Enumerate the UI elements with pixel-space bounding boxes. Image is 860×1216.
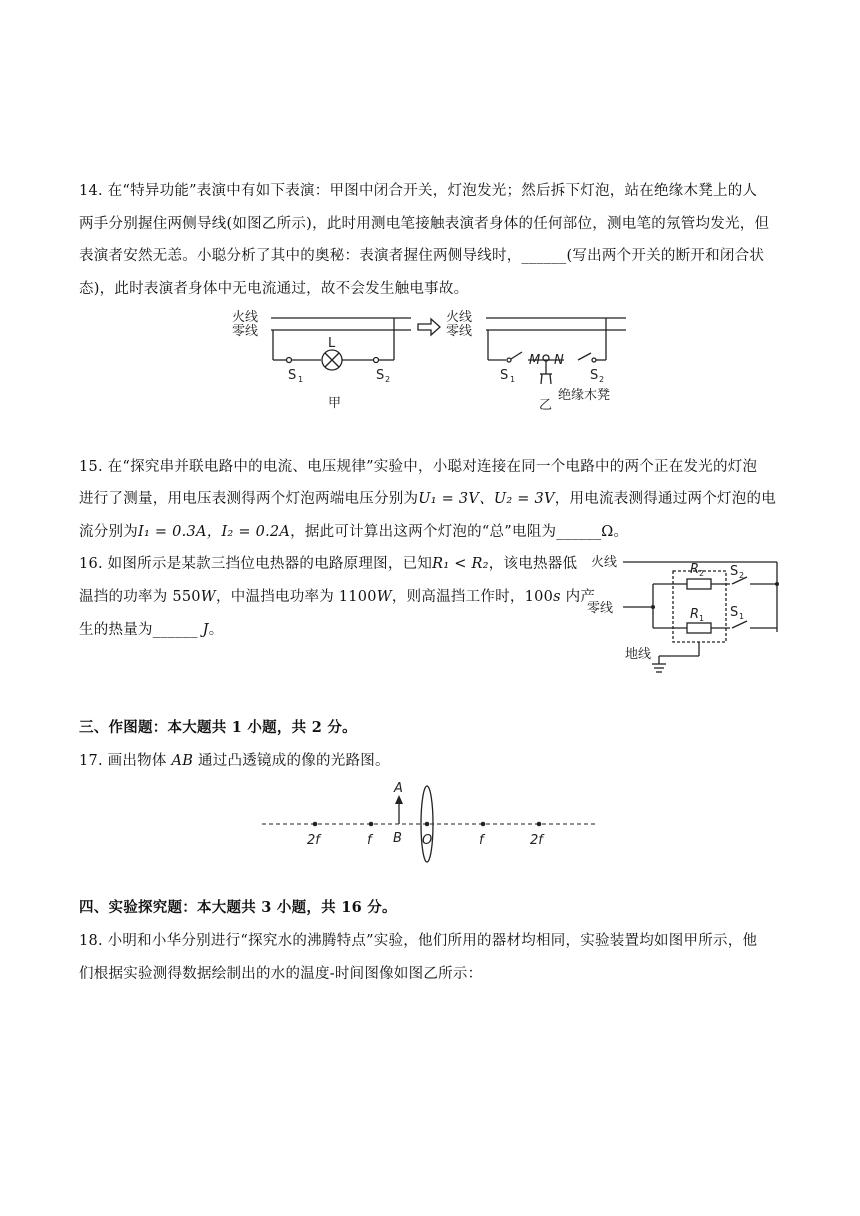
svg-text:2: 2 bbox=[699, 569, 705, 578]
lamp-label: L bbox=[328, 336, 336, 351]
yi-neutral-label: 零线 bbox=[446, 324, 473, 339]
left-2f-label: 2f bbox=[307, 833, 320, 848]
q16-live-label: 火线 bbox=[591, 555, 618, 570]
q14-line-3: 表演者安然无恙。小聪分析了其中的奥秘：表演者握住两侧导线时，______(写出两个开关的断开和闭合状 bbox=[79, 248, 765, 264]
q14-line-4: 态)，此时表演者身体中无电流通过，故不会发生触电事故。 bbox=[79, 281, 469, 297]
yi-live-label: 火线 bbox=[446, 310, 473, 325]
jia-neutral-label: 零线 bbox=[232, 324, 259, 339]
q16-line-2: 温挡的功率为 550W，中温挡电功率为 1100W，则高温挡工作时，100s 内产 bbox=[79, 589, 596, 605]
q17-line: 17. 画出物体 AB 通过凸透镜成的像的光路图。 bbox=[79, 753, 390, 769]
q16-heater-circuit bbox=[585, 548, 790, 678]
r2-label: R bbox=[690, 562, 700, 577]
current-values: I₁ = 0.3A，I₂ = 0.2A bbox=[138, 524, 291, 540]
q14-line-1: 14. 在“特异功能”表演中有如下表演：甲图中闭合开关，灯泡发光；然后拆下灯泡，站在绝缘木凳上的人 bbox=[79, 183, 758, 199]
q18-line-2: 们根据实验测得数据绘制出的水的温度-时间图像如图乙所示： bbox=[79, 966, 483, 982]
q16-line-3: 生的热量为______ J。 bbox=[79, 622, 224, 638]
q17-lens-figure bbox=[260, 780, 600, 865]
svg-text:1: 1 bbox=[510, 375, 516, 384]
right-f-label: f bbox=[479, 833, 484, 848]
q14-line-2: 两手分别握住两侧导线(如图乙所示)，此时用测电笔接触表演者身体的任何部位，测电笔的氖管均发光，但 bbox=[79, 216, 770, 232]
jia-s2-label: S bbox=[376, 368, 385, 383]
q14-circuit-figure bbox=[228, 302, 638, 412]
svg-text:1: 1 bbox=[298, 375, 304, 384]
object-top-label: A bbox=[394, 781, 403, 796]
jia-s1-label: S bbox=[288, 368, 297, 383]
yi-s2-label: S bbox=[590, 368, 599, 383]
section-4-heading: 四、实验探究题：本大题共 3 小题，共 16 分。 bbox=[79, 899, 397, 916]
q15-line-3: 流分别为I₁ = 0.3A，I₂ = 0.2A，据此可计算出这两个灯泡的“总”电阻为______Ω。 bbox=[79, 524, 629, 540]
stool-label: 绝缘木凳 bbox=[558, 388, 611, 403]
right-2f-label: 2f bbox=[530, 833, 543, 848]
r1-label: R bbox=[690, 607, 700, 622]
q16-neutral-label: 零线 bbox=[587, 601, 614, 616]
q18-line-1: 18. 小明和小华分别进行“探究水的沸腾特点”实验，他们所用的器材均相同，实验装置均如图甲所示，他 bbox=[79, 933, 758, 949]
yi-s1-label: S bbox=[500, 368, 509, 383]
q15-line-1: 15. 在“探究串并联电路中的电流、电压规律”实验中，小聪对连接在同一个电路中的两个正在发光的灯泡 bbox=[79, 459, 758, 475]
yi-caption: 乙 bbox=[539, 398, 553, 413]
svg-text:2: 2 bbox=[385, 375, 391, 384]
q16-s1-label: S bbox=[730, 605, 739, 620]
section-3-heading: 三、作图题：本大题共 1 小题，共 2 分。 bbox=[79, 719, 357, 736]
jia-live-label: 火线 bbox=[232, 310, 259, 325]
q16-ground-label: 地线 bbox=[625, 647, 652, 662]
optical-center-label: O bbox=[422, 833, 433, 848]
left-f-label: f bbox=[367, 833, 372, 848]
jia-caption: 甲 bbox=[328, 396, 342, 411]
svg-text:1: 1 bbox=[699, 614, 705, 623]
q16-line-1: 16. 如图所示是某款三挡位电热器的电路原理图，已知R₁ < R₂，该电热器低 bbox=[79, 556, 578, 572]
object-base-label: B bbox=[393, 831, 402, 846]
q15-line-2: 进行了测量，用电压表测得两个灯泡两端电压分别为U₁ = 3V、U₂ = 3V，用电流表测得通过两个灯泡的电 bbox=[79, 491, 776, 507]
m-label: M bbox=[529, 353, 541, 368]
n-label: N bbox=[554, 353, 564, 368]
q16-s2-label: S bbox=[730, 564, 739, 579]
svg-text:2: 2 bbox=[739, 571, 745, 580]
voltage-values: U₁ = 3V、U₂ = 3V bbox=[418, 491, 555, 507]
svg-text:2: 2 bbox=[599, 375, 605, 384]
svg-text:1: 1 bbox=[739, 612, 745, 621]
